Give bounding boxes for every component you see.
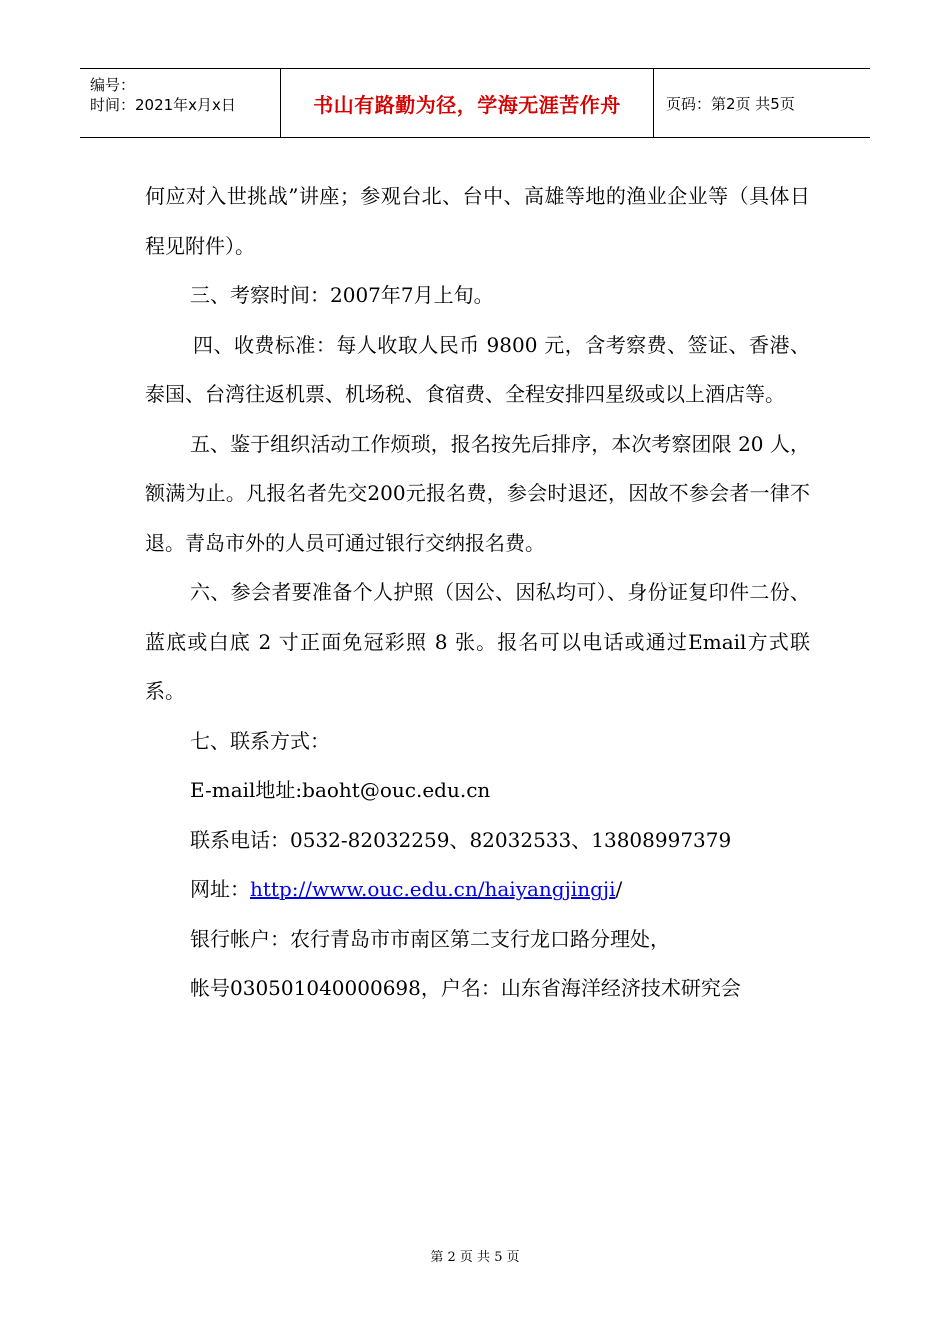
paragraph-contact-heading: 七、联系方式： (190, 728, 330, 753)
page-footer: 第 2 页 共 5 页 (430, 1250, 520, 1265)
paragraph-continuation: 何应对入世挑战”讲座；参观台北、台中、高雄等地的渔业企业等（具体日程见附件）。 (145, 184, 810, 258)
paragraph-registration: 五、鉴于组织活动工作烦琐，报名按先后排序，本次考察团限 20 人，额满为止。凡报名者先交200元报名费，参会时退还，因故不参会者一律不退。青岛市外的人员可通过银行交纳报名费。 (145, 431, 810, 555)
paragraph-fee: 四、收费标准：每人收取人民币 9800 元，含考察费、签证、香港、泰国、台湾往返机票、机场税、食宿费、全程安排四星级或以上酒店等。 (145, 332, 810, 406)
header-meta (80, 69, 281, 137)
contact-email: E-mail地址:baoht@ouc.edu.cn (190, 778, 491, 802)
header-motto (281, 69, 654, 137)
number-label: 编号： (90, 76, 136, 94)
website-suffix: / (615, 877, 623, 901)
paragraph-requirements: 六、参会者要准备个人护照（因公、因私均可）、身份证复印件二份、蓝底或白底 2 寸正面免冠彩照 8 张。报名可以电话或通过Email方式联系。 (145, 580, 810, 703)
contact-phone: 联系电话：0532-82032259、82032533、13808997379 (190, 827, 732, 852)
paragraph-schedule: 三、考察时间：2007年7月上旬。 (190, 283, 494, 307)
website-label: 网址： (190, 877, 250, 901)
page-header (80, 68, 870, 138)
header-page-info: 页码：第2页 共5页 (666, 94, 795, 113)
account-number: 帐号030501040000698，户名：山东省海洋经济技术研究会 (190, 976, 741, 1000)
website-link[interactable]: http://www.ouc.edu.cn/haiyangjingji (250, 877, 616, 901)
motto-text: 书山有路勤为径，学海无涯苦作舟 (313, 92, 621, 117)
document-body (145, 172, 810, 1014)
contact-website (145, 865, 810, 915)
date-label: 时间：2021年x月x日 (90, 96, 236, 114)
bank-account: 银行帐户：农行青岛市市南区第二支行龙口路分理处， (190, 926, 670, 951)
